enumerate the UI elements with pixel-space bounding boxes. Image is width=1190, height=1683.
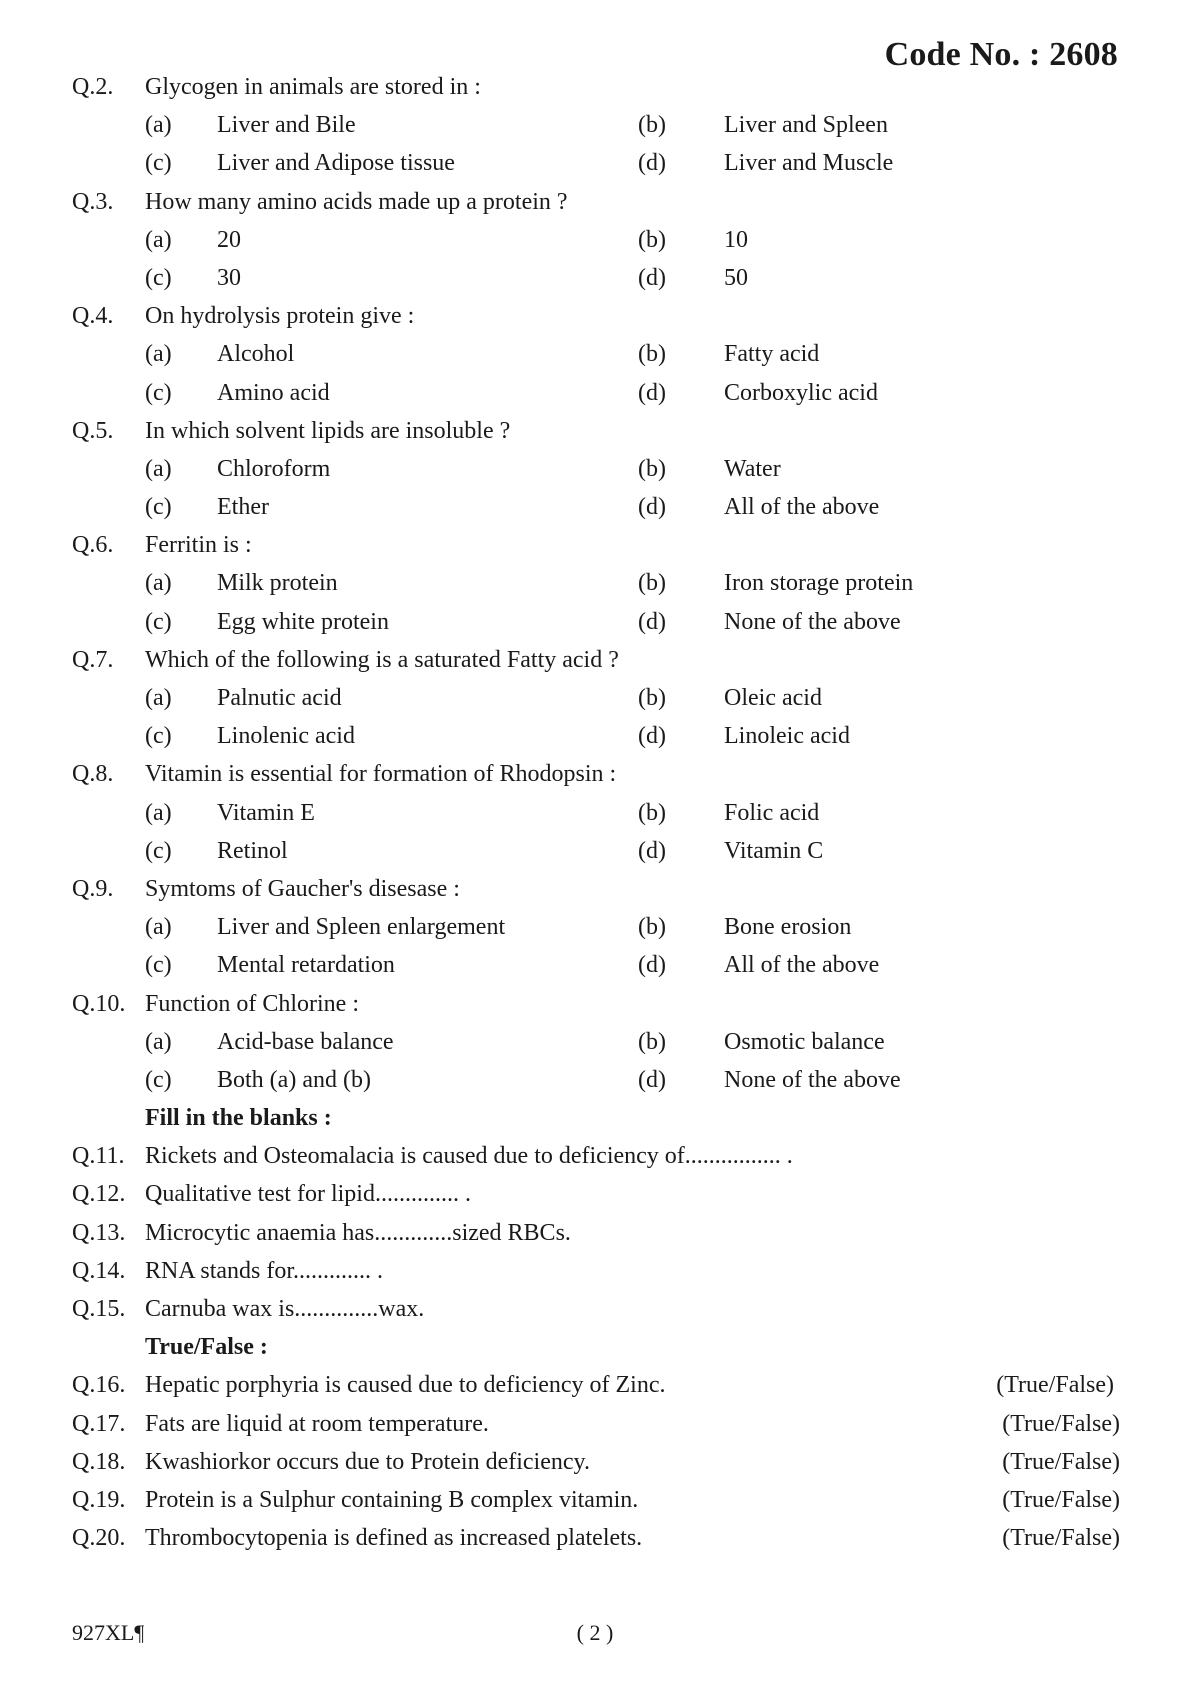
question-text: Qualitative test for lipid.............. . (145, 1181, 471, 1208)
question-text: Glycogen in animals are stored in : (145, 74, 481, 100)
option-label: (c) (145, 1066, 172, 1093)
option-label: (b) (638, 112, 666, 139)
option-text: Corboxylic acid (724, 379, 878, 406)
question-number: Q.14. (72, 1257, 126, 1284)
option-text: Liver and Adipose tissue (217, 150, 455, 177)
question-line (72, 183, 1120, 221)
question-text: Rickets and Osteomalacia is caused due to deficiency of................ . (145, 1143, 793, 1170)
options-row (72, 450, 1120, 488)
options-row (72, 1023, 1120, 1061)
section-heading: Fill in the blanks : (145, 1105, 332, 1132)
option-text: 30 (217, 264, 241, 291)
option-text: Bone erosion (724, 914, 852, 941)
option-text: Vitamin C (724, 837, 824, 864)
option-text: Water (724, 455, 781, 482)
question-line (72, 755, 1120, 793)
question-number: Q.15. (72, 1296, 126, 1322)
option-text: Liver and Spleen (724, 112, 888, 139)
options-row (72, 832, 1120, 870)
question-line (72, 68, 1120, 106)
options-row (72, 144, 1120, 182)
option-label: (a) (145, 455, 172, 482)
option-text: Alcohol (217, 341, 295, 368)
option-text: All of the above (724, 952, 880, 979)
option-label: (b) (638, 799, 666, 826)
options-row (72, 679, 1120, 717)
question-number: Q.20. (72, 1525, 126, 1552)
question-line (72, 1290, 1120, 1328)
option-text: Folic acid (724, 799, 820, 826)
option-text: None of the above (724, 1066, 901, 1093)
question-number: Q.18. (72, 1448, 126, 1475)
option-label: (d) (638, 608, 666, 635)
option-text: Retinol (217, 837, 288, 864)
options-row (72, 794, 1120, 832)
option-label: (d) (638, 150, 666, 177)
question-line (72, 1481, 1120, 1519)
question-text: Thrombocytopenia is defined as increased platelets. (145, 1525, 643, 1552)
question-line (72, 1137, 1120, 1175)
question-line (72, 1405, 1120, 1443)
option-label: (a) (145, 685, 172, 711)
option-text: Amino acid (217, 379, 330, 406)
question-line (72, 870, 1120, 908)
question-text: Function of Chlorine : (145, 990, 359, 1017)
options-row (72, 488, 1120, 526)
options-row (72, 335, 1120, 373)
options-row (72, 717, 1120, 755)
options-row (72, 1061, 1120, 1099)
question-number: Q.11. (72, 1143, 125, 1170)
question-number: Q.12. (72, 1181, 126, 1208)
option-label: (c) (145, 494, 172, 521)
option-text: Ether (217, 494, 269, 521)
question-number: Q.10. (72, 990, 126, 1017)
options-row (72, 374, 1120, 412)
option-text: Osmotic balance (724, 1028, 885, 1055)
option-label: (b) (638, 1028, 666, 1055)
option-text: Palnutic acid (217, 685, 342, 711)
option-label: (d) (638, 952, 666, 979)
option-label: (c) (145, 150, 172, 177)
true-false-marker: (True/False) (1002, 1525, 1120, 1552)
true-false-marker: (True/False) (1002, 1410, 1120, 1437)
option-label: (b) (638, 455, 666, 482)
option-text: 50 (724, 264, 748, 291)
question-text: Protein is a Sulphur containing B complex vitamin. (145, 1486, 639, 1513)
option-text: Fatty acid (724, 341, 820, 368)
option-text: Mental retardation (217, 952, 395, 979)
question-number: Q.4. (72, 303, 114, 330)
option-label: (c) (145, 723, 172, 750)
question-number: Q.5. (72, 417, 114, 444)
option-label: (a) (145, 570, 172, 597)
option-text: Liver and Spleen enlargement (217, 914, 506, 941)
option-label: (a) (145, 341, 172, 368)
option-text: Iron storage protein (724, 570, 914, 597)
options-row (72, 908, 1120, 946)
option-text: Chloroform (217, 455, 331, 482)
question-line (72, 1366, 1120, 1404)
option-label: (a) (145, 226, 172, 253)
section-heading: True/False : (145, 1334, 268, 1361)
option-label: (d) (638, 264, 666, 291)
question-line (72, 1175, 1120, 1213)
question-line (72, 1252, 1120, 1290)
question-text: In which solvent lipids are insoluble ? (145, 417, 511, 444)
option-label: (b) (638, 685, 666, 711)
option-text: 20 (217, 226, 241, 253)
options-row (72, 259, 1120, 297)
question-paper-body (72, 68, 1120, 1557)
question-text: Vitamin is essential for formation of Rhodopsin : (145, 761, 617, 788)
option-text: Liver and Muscle (724, 150, 894, 177)
section-heading-true-false (72, 1328, 1120, 1366)
option-label: (d) (638, 494, 666, 521)
option-label: (d) (638, 379, 666, 406)
question-number: Q.2. (72, 74, 114, 100)
option-label: (a) (145, 799, 172, 826)
question-text: RNA stands for............. . (145, 1257, 384, 1284)
question-number: Q.6. (72, 532, 114, 559)
option-text: Vitamin E (217, 799, 315, 826)
options-row (72, 106, 1120, 144)
true-false-marker: (True/False) (996, 1372, 1114, 1399)
option-text: None of the above (724, 608, 901, 635)
options-row (72, 564, 1120, 602)
option-label: (d) (638, 723, 666, 750)
option-text: Liver and Bile (217, 112, 356, 139)
question-line (72, 985, 1120, 1023)
option-text: Linoleic acid (724, 723, 850, 750)
options-row (72, 221, 1120, 259)
option-text: Milk protein (217, 570, 338, 597)
option-label: (c) (145, 952, 172, 979)
question-line (72, 641, 1120, 679)
true-false-marker: (True/False) (1002, 1448, 1120, 1475)
option-text: 10 (724, 226, 748, 253)
option-label: (c) (145, 379, 172, 406)
question-text: On hydrolysis protein give : (145, 303, 415, 330)
question-line (72, 1519, 1120, 1557)
question-number: Q.13. (72, 1219, 126, 1246)
question-text: Carnuba wax is..............wax. (145, 1296, 425, 1322)
question-text: Ferritin is : (145, 532, 252, 559)
section-heading-fill-blanks (72, 1099, 1120, 1137)
option-text: Oleic acid (724, 685, 822, 711)
question-text: Fats are liquid at room temperature. (145, 1410, 489, 1437)
page-number: ( 2 ) (576, 1620, 614, 1645)
question-text: Kwashiorkor occurs due to Protein deficiency. (145, 1448, 590, 1475)
question-text: Which of the following is a saturated Fatty acid ? (145, 646, 619, 673)
option-text: All of the above (724, 494, 880, 521)
question-text: Hepatic porphyria is caused due to deficiency of Zinc. (145, 1372, 666, 1399)
option-label: (d) (638, 837, 666, 864)
question-line (72, 526, 1120, 564)
options-row (72, 946, 1120, 984)
option-label: (c) (145, 608, 172, 635)
option-label: (d) (638, 1066, 666, 1093)
footer-paper-code: 927XL¶ (72, 1620, 145, 1645)
option-label: (b) (638, 570, 666, 597)
option-label: (b) (638, 341, 666, 368)
option-label: (a) (145, 1028, 172, 1055)
option-label: (c) (145, 837, 172, 864)
code-number: Code No. : 2608 (884, 36, 1118, 73)
question-line (72, 1214, 1120, 1252)
question-line (72, 1443, 1120, 1481)
question-text: Symtoms of Gaucher's disesase : (145, 875, 460, 902)
option-text: Linolenic acid (217, 723, 355, 750)
question-line (72, 412, 1120, 450)
option-label: (a) (145, 112, 172, 139)
option-label: (c) (145, 264, 172, 291)
option-text: Egg white protein (217, 608, 389, 635)
question-number: Q.3. (72, 188, 114, 215)
question-line (72, 297, 1120, 335)
option-label: (b) (638, 914, 666, 941)
question-number: Q.8. (72, 761, 114, 788)
option-label: (b) (638, 226, 666, 253)
option-text: Acid-base balance (217, 1028, 394, 1055)
question-number: Q.16. (72, 1372, 126, 1399)
question-number: Q.9. (72, 875, 114, 902)
option-label: (a) (145, 914, 172, 941)
true-false-marker: (True/False) (1002, 1486, 1120, 1513)
question-text: How many amino acids made up a protein ? (145, 188, 568, 215)
question-number: Q.19. (72, 1486, 126, 1513)
question-text: Microcytic anaemia has.............sized RBCs. (145, 1219, 571, 1246)
question-number: Q.7. (72, 646, 114, 673)
option-text: Both (a) and (b) (217, 1066, 371, 1093)
options-row (72, 603, 1120, 641)
question-number: Q.17. (72, 1410, 126, 1437)
